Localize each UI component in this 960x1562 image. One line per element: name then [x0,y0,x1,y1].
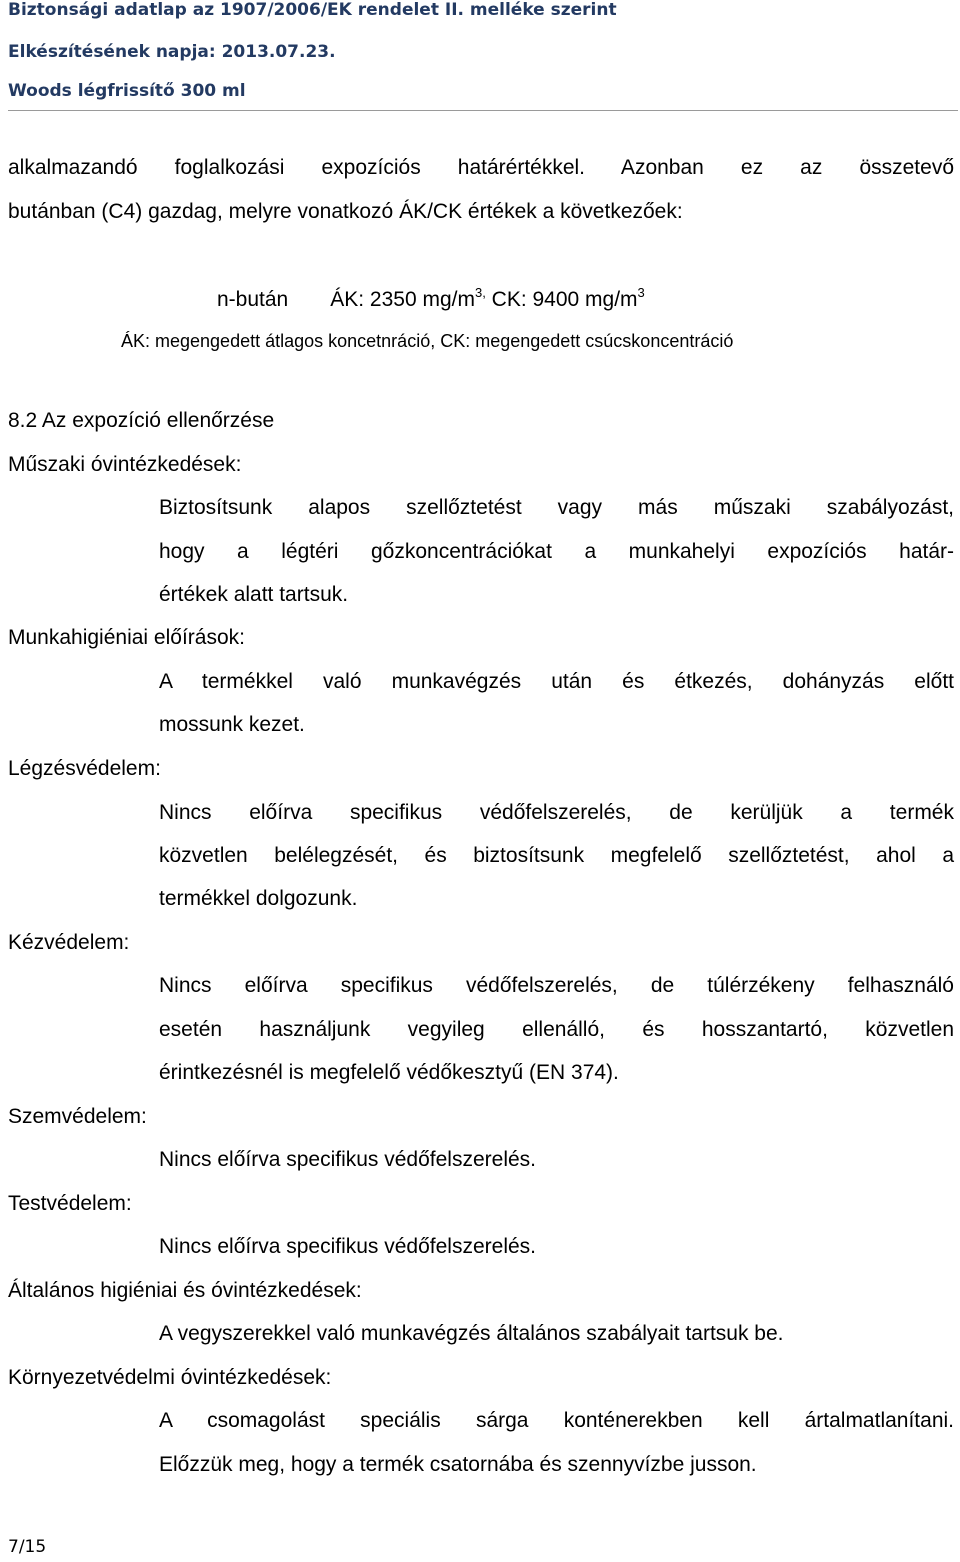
limits-note: ÁK: megengedett átlagos koncetnráció, CK: megengedett csúcskoncentráció [121,331,734,351]
technical-line-1: Biztosítsunk alapos szellőztetést vagy más műszaki szabályozást, [159,496,954,519]
technical-line-3: értékek alatt tartsuk. [159,583,349,606]
respiratory-line-2: közvetlen belélegzését, és biztosítsunk megfelelő szellőztetést, ahol a [159,844,954,867]
ak-value: ÁK: 2350 mg/m [330,288,475,311]
hand-line-3: érintkezésnél is megfelelő védőkesztyű (EN 374). [159,1061,619,1084]
hand-label: Kézvédelem: [8,931,130,954]
header-date: Elkészítésének napja: 2013.07.23. [8,42,336,62]
eye-label: Szemvédelem: [8,1105,147,1128]
hand-line-2: esetén használjunk vegyileg ellenálló, és hosszantartó, közvetlen [159,1018,954,1041]
general-label: Általános higiéniai és óvintézkedések: [8,1279,362,1302]
hand-line-1: Nincs előírva specifikus védőfelszerelés, de túlérzékeny felhasználó [159,974,954,997]
ck-superscript: 3 [637,285,645,300]
environment-label: Környezetvédelmi óvintézkedések: [8,1366,332,1389]
environment-line-1: A csomagolást speciális sárga konténerekben kell ártalmatlanítani. [159,1409,954,1432]
hygiene-label: Munkahigiéniai előírások: [8,626,245,649]
respiratory-label: Légzésvédelem: [8,757,161,780]
body-label: Testvédelem: [8,1192,132,1215]
technical-line-2: hogy a légtéri gőzkoncentrációkat a munkahelyi expozíciós határ- [159,540,954,563]
ak-superscript: 3, [474,285,486,300]
header-divider [8,110,958,111]
exposure-limits [217,287,645,315]
substance-name: n-bután [217,288,289,311]
general-line-1: A vegyszerekkel való munkavégzés általános szabályait tartsuk be. [159,1322,784,1345]
environment-line-2: Előzzük meg, hogy a termék csatornába és szennyvízbe jusson. [159,1453,757,1476]
body-line-1: Nincs előírva specifikus védőfelszerelés. [159,1235,536,1258]
eye-line-1: Nincs előírva specifikus védőfelszerelés. [159,1148,536,1171]
intro-line-2: butánban (C4) gazdag, melyre vonatkozó ÁK/CK értékek a következőek: [8,200,683,223]
page-number: 7/15 [8,1537,47,1557]
respiratory-line-3: termékkel dolgozunk. [159,887,358,910]
technical-label: Műszaki óvintézkedések: [8,453,242,476]
header-product: Woods légfrissítő 300 ml [8,81,246,101]
ck-value: CK: 9400 mg/m [485,288,638,311]
section-title: 8.2 Az expozíció ellenőrzése [8,409,275,432]
respiratory-line-1: Nincs előírva specifikus védőfelszerelés, de kerüljük a termék [159,801,954,824]
header-title: Biztonsági adatlap az 1907/2006/EK rendelet II. melléke szerint [8,0,617,20]
intro-line-1: alkalmazandó foglalkozási expozíciós határértékkel. Azonban ez az összetevő [8,156,954,179]
hygiene-line-1: A termékkel való munkavégzés után és étkezés, dohányzás előtt [159,670,954,693]
hygiene-line-2: mossunk kezet. [159,713,305,736]
